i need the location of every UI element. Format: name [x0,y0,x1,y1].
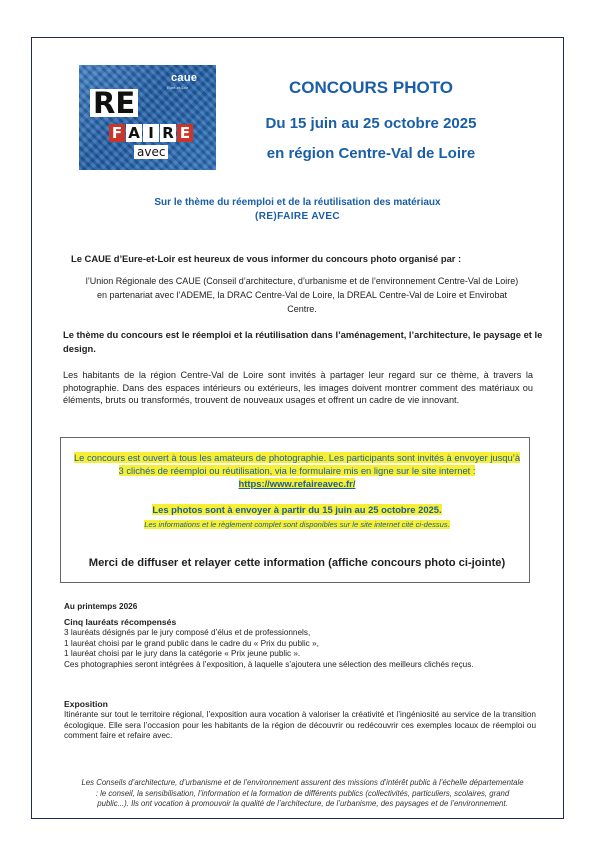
laureates-note: Ces photographies seront intégrées à l’exposition, à laquelle s’ajoutera une sélection des meilleurs clichés reçus. [64,660,474,670]
logo-letter: A [126,124,142,142]
spring-heading: Au printemps 2026 [64,602,138,611]
laureate-line: 3 lauréats désignés par le jury composé d’élus et de professionnels, [64,627,311,637]
refaire-avec-logo [79,65,216,170]
theme-line: Sur le thème du réemploi et de la réutilisation des matériaux [154,197,441,208]
partners-text: l’Union Régionale des CAUE (Conseil d’architecture, d’urbanisme et de l’environnement Centre-Val de Loire) en partenariat avec l’ADEME, la DRAC Centre-Val de Loire, la DREAL Centre-Val de Loire et Envirobat Centre. [85,276,519,314]
open-contest-body: Le concours est ouvert à tous les amateurs de photographie. Les participants sont invités à envoyer jusqu’à 3 clichés de réemploi ou réutilisation, via le formulaire mis en ligne sur le site internet : [73,452,521,476]
contest-dates: Du 15 juin au 25 octobre 2025 [265,115,477,132]
exhibition-text: Itinérante sur tout le territoire régional, l’exposition aura vocation à valoriser la créativité et l’ingéniosité au service de la transition écologique. Elle sera l’occasion pour les habitants de la région de découvrir ou redécouvrir ces exemples locaux de réemploi ou comment faire et refaire avec. [64,709,536,741]
laureate-line: 1 lauréat choisi par le grand public dans le cadre du « Prix du public », [64,638,319,648]
theme-paragraph: Le thème du concours est le réemploi et la réutilisation dans l’aménagement, l’architecture, le paysage et le design. [63,329,543,354]
laureates-section [64,617,536,671]
share-request: Merci de diffuser et relayer cette information (affiche concours photo ci-jointe) [88,557,506,569]
laureate-line: 1 lauréat choisi par le jury dans la catégorie « Prix jeune public ». [64,649,301,659]
submission-dates [72,503,522,517]
exhibition-title: Exposition [64,699,108,709]
open-contest-text [72,451,522,490]
caue-brand: caue [171,72,198,84]
habitants-paragraph: Les habitants de la région Centre-Val de Loire sont invités à partager leur regard sur ce thème, à travers la photographie. Dans des espaces intérieurs ou extérieurs, les images doivent montrer comment des matériaux ou éléments, bruts ou transformés, trouvent de nouveaux usages et offrent un cadre de vie innovant. [63,370,533,406]
intro-text: Le CAUE d’Eure-et-Loir est heureux de vous informer du concours photo organisé par : [71,253,462,264]
footer-text: Les Conseils d’architecture, d’urbanisme et de l’environnement assurent des missions d’intérêt public à l’échelle départementale : le conseil, la sensibilisation, l’information et la formation de différents publics (collectivités, particuliers, scolaires, grand public...). Ils ont vocation à promouvoir la qualité de l’architecture, de l’urbanisme, des paysages et de l’environnement. [81,778,524,809]
logo-word-avec: avec [134,145,168,159]
website-link[interactable]: https://www.refaireavec.fr/ [238,478,356,489]
logo-letter: I [143,124,159,142]
exhibition-section [64,699,536,742]
logo-word-re: RE [90,89,138,117]
laureates-title: Cinq lauréats récompensés [64,617,177,627]
logo-letter: F [109,124,125,142]
page-title: CONCOURS PHOTO [288,78,454,97]
submission-dates-text: Les photos sont à envoyer à partir du 15 juin au 25 octobre 2025. [152,504,442,515]
theme-name: (RE)FAIRE AVEC [254,211,341,222]
logo-letter: E [177,124,193,142]
caue-brand-sub: Eure-et-Loir [167,85,189,90]
rules-note-text: Les informations et le règlement complet sont disponibles sur le site internet cité ci-dessus. [144,520,450,529]
logo-letter: R [160,124,176,142]
contest-region: en région Centre-Val de Loire [266,145,476,162]
logo-word-faire [109,124,193,142]
rules-note [72,518,522,532]
